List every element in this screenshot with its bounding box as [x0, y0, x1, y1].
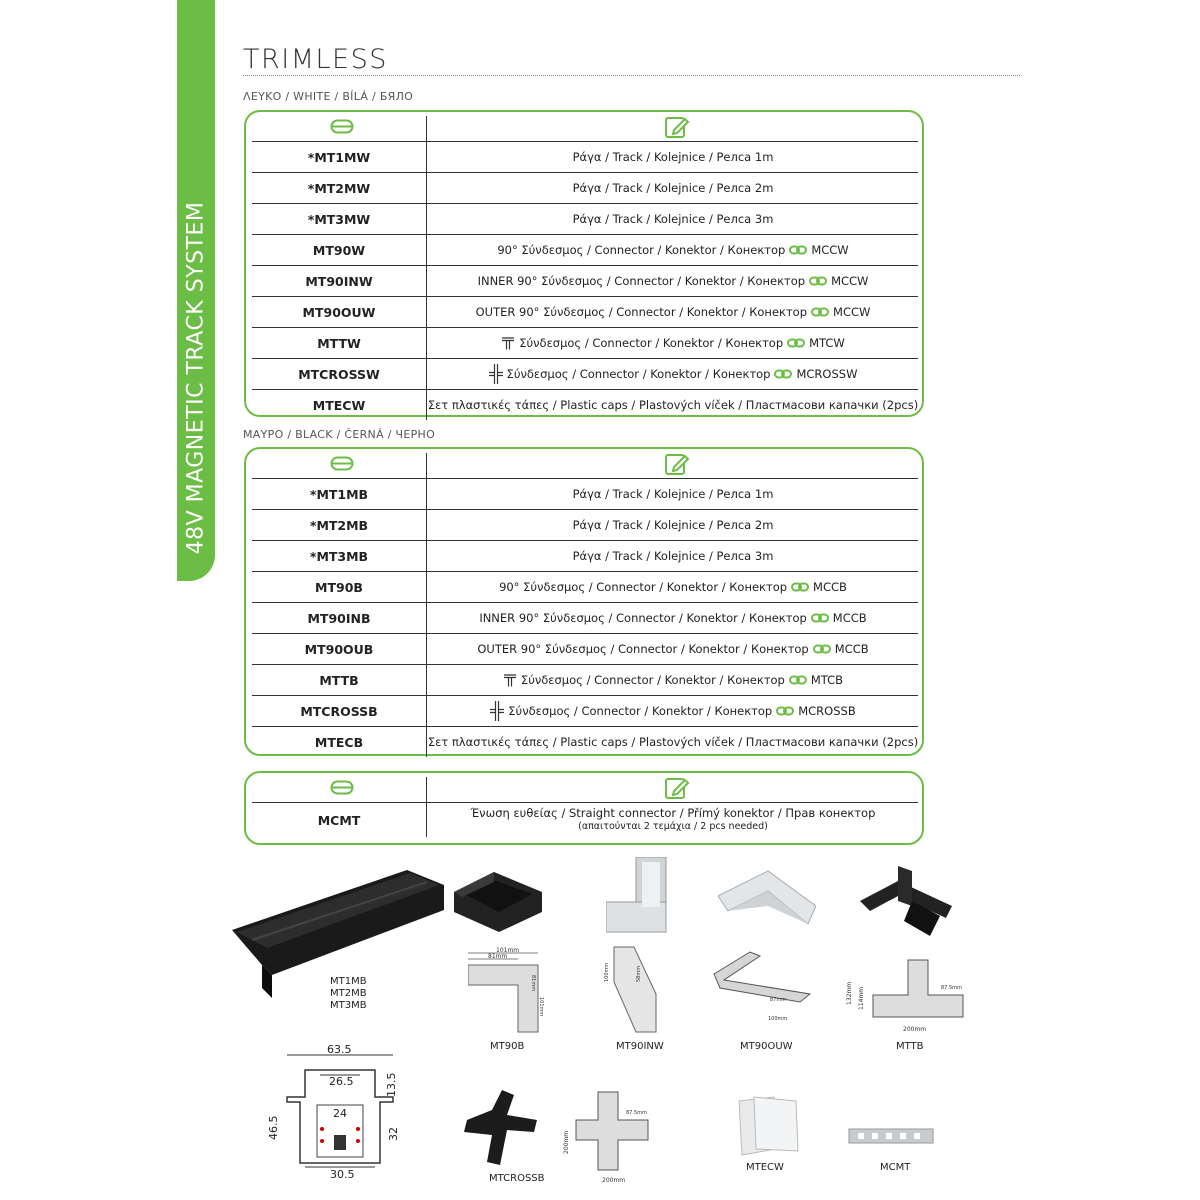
table-row — [252, 665, 918, 696]
description-text: OUTER 90° Σύνδεσμος / Connector / Konektor / Конектор — [475, 305, 808, 319]
description-text: Ράγα / Track / Kolejnice / Релса 3m — [572, 549, 774, 563]
dim-label: 24 — [333, 1107, 347, 1120]
table-row — [252, 696, 918, 727]
dim-label: 81mm — [488, 953, 508, 960]
linked-code: MCROSSB — [798, 704, 856, 718]
product-code: MTECB — [252, 727, 427, 757]
cross-connector-icon — [489, 364, 503, 384]
t-connector-icon — [501, 336, 515, 350]
mtecw-image — [734, 1093, 804, 1158]
track-caption — [330, 976, 367, 1012]
mttb-caption: MTTB — [896, 1041, 924, 1052]
mt90inw-drawing — [600, 942, 670, 1037]
linked-code: MTCB — [810, 673, 844, 687]
dim-label: 101mm — [496, 947, 520, 954]
product-code: *MT2MB — [252, 510, 427, 540]
product-description — [428, 603, 918, 633]
table-row — [252, 634, 918, 665]
mttb-image — [860, 866, 958, 940]
table-row — [252, 803, 918, 837]
profile-drawing — [265, 1045, 415, 1180]
mt90b-caption: MT90B — [490, 1041, 525, 1052]
dim-label: 132mm — [846, 981, 853, 1005]
mt90inw-caption: MT90INW — [616, 1041, 664, 1052]
cross-drawing — [556, 1082, 666, 1187]
edit-icon — [664, 776, 690, 804]
product-code: MT90OUW — [252, 297, 427, 327]
mtecw-caption: MTECW — [746, 1162, 784, 1173]
table-row — [252, 297, 918, 328]
description-text: 90° Σύνδεσμος / Connector / Konektor / Конектор — [499, 580, 788, 594]
dim-label: 32 — [387, 1127, 400, 1141]
table-row — [252, 603, 918, 634]
table-row — [252, 572, 918, 603]
description-text: Ράγα / Track / Kolejnice / Релса 2m — [572, 518, 774, 532]
product-description — [428, 297, 918, 327]
product-code: MTECW — [252, 390, 427, 420]
dim-label: 114mm — [858, 986, 865, 1010]
table-header — [246, 773, 922, 803]
white-section-label: ΛΕΥΚΟ / WHITE / BÍLÁ / БЯЛО — [243, 90, 414, 103]
mtcrossb-image — [462, 1090, 542, 1170]
mt90b-drawing — [468, 947, 548, 1037]
description-text: Ράγα / Track / Kolejnice / Релса 2m — [572, 181, 774, 195]
mttb-drawing — [843, 955, 973, 1035]
product-description — [428, 359, 918, 389]
product-description — [428, 541, 918, 571]
dim-label: 26.5 — [329, 1075, 354, 1088]
chain-link-icon — [787, 338, 805, 348]
description-text: 90° Σύνδεσμος / Connector / Konektor / Конектор — [497, 243, 786, 257]
description-text: Σετ πλαστικές τάπες / Plastic caps / Plastových víček / Пластмасови капачки (2pcs) — [427, 398, 919, 412]
chain-link-icon — [791, 582, 809, 592]
dim-label: 58mm — [636, 965, 642, 982]
chain-link-icon — [811, 613, 829, 623]
product-description — [428, 727, 918, 757]
side-tab — [177, 0, 215, 581]
table-header — [246, 449, 922, 479]
track-profile-icon — [330, 456, 354, 475]
linked-code: MCROSSW — [796, 367, 858, 381]
table-row — [252, 359, 918, 390]
description-text: Σύνδεσμος / Connector / Konektor / Конектор — [520, 673, 785, 687]
chain-link-icon — [809, 276, 827, 286]
track-profile-icon — [330, 119, 354, 138]
dim-label: 81mm — [530, 975, 536, 992]
linked-code: MCCB — [834, 642, 869, 656]
mt90ouw-drawing — [710, 946, 820, 1026]
product-code: MTTB — [252, 665, 427, 695]
table-row — [252, 266, 918, 297]
mcmt-caption: MCMT — [880, 1162, 911, 1173]
product-code: *MT1MW — [252, 142, 427, 172]
product-description — [428, 479, 918, 509]
product-description — [428, 173, 918, 203]
table-row — [252, 204, 918, 235]
chain-link-icon — [813, 644, 831, 654]
white-products-table — [244, 110, 924, 417]
linked-code: MCCW — [833, 305, 871, 319]
product-code: MT90W — [252, 235, 427, 265]
product-code: MTTW — [252, 328, 427, 358]
description-text: Ράγα / Track / Kolejnice / Релса 1m — [572, 487, 774, 501]
description-text: Ράγα / Track / Kolejnice / Релса 1m — [572, 150, 774, 164]
product-code: *MT1MB — [252, 479, 427, 509]
dim-label: 63.5 — [327, 1045, 352, 1056]
description-text: Σύνδεσμος / Connector / Konektor / Конектор — [519, 336, 784, 350]
t-connector-icon — [503, 673, 517, 687]
mcmt-table — [244, 771, 924, 845]
product-code: *MT3MB — [252, 541, 427, 571]
edit-icon — [664, 115, 690, 143]
cross-connector-icon — [490, 701, 504, 721]
dim-label: 87.5mm — [626, 1110, 647, 1116]
title-divider — [243, 75, 1020, 76]
linked-code: MCCB — [832, 611, 867, 625]
dim-label: 101mm — [538, 997, 544, 1017]
product-code: MTCROSSW — [252, 359, 427, 389]
edit-icon — [664, 452, 690, 480]
description-text: Σετ πλαστικές τάπες / Plastic caps / Plastových víček / Пластмасови капачки (2pcs) — [427, 735, 919, 749]
product-code: MCMT — [252, 803, 427, 837]
dim-label: 30.5 — [330, 1168, 355, 1180]
mt90inw-image — [606, 857, 676, 937]
mt90ouw-caption: MT90OUW — [740, 1041, 793, 1052]
caption-line: MT3MB — [330, 1000, 367, 1011]
product-code: MT90OUB — [252, 634, 427, 664]
mcmt-desc: Ένωση ευθείας / Straight connector / Přímý konektor / Прав конектор — [470, 806, 876, 820]
table-row — [252, 235, 918, 266]
dim-label: 200mm — [602, 1177, 626, 1184]
product-description — [428, 696, 918, 726]
mt90ouw-image — [718, 866, 816, 928]
mt90b-image — [454, 862, 542, 934]
dim-label: 87mm — [770, 997, 787, 1003]
table-row — [252, 390, 918, 420]
description-text: Ράγα / Track / Kolejnice / Релса 3m — [572, 212, 774, 226]
page-title: TRIMLESS — [243, 44, 388, 75]
product-description — [428, 390, 918, 420]
table-row — [252, 173, 918, 204]
dim-label: 100mm — [604, 962, 610, 982]
table-header — [246, 112, 922, 142]
description-text: OUTER 90° Σύνδεσμος / Connector / Konektor / Конектор — [477, 642, 809, 656]
product-description — [428, 235, 918, 265]
product-description — [428, 510, 918, 540]
description-text: Σύνδεσμος / Connector / Konektor / Конектор — [506, 367, 771, 381]
dim-label: 100mm — [768, 1016, 788, 1022]
caption-line: MT1MB — [330, 976, 367, 987]
linked-code: MCCB — [813, 580, 847, 594]
linked-code: MCCW — [811, 243, 849, 257]
dim-label: 200mm — [563, 1130, 570, 1154]
product-code: MTCROSSB — [252, 696, 427, 726]
table-row — [252, 142, 918, 173]
product-description — [428, 328, 918, 358]
black-section-label: ΜΑΥΡΟ / BLACK / ČERNÁ / ЧЕРНО — [243, 428, 436, 441]
track-profile-icon — [330, 780, 354, 799]
black-products-table — [244, 447, 924, 756]
product-description — [428, 572, 918, 602]
description-text: Σύνδεσμος / Connector / Konektor / Конектор — [508, 704, 773, 718]
chain-link-icon — [776, 706, 794, 716]
dim-label: 87.5mm — [941, 985, 962, 991]
chain-link-icon — [789, 675, 807, 685]
product-description — [428, 803, 918, 837]
product-code: MT90B — [252, 572, 427, 602]
product-description — [428, 665, 918, 695]
linked-code: MTCW — [809, 336, 845, 350]
dim-label: 13.5 — [385, 1072, 398, 1097]
description-text: INNER 90° Σύνδεσμος / Connector / Konektor / Конектор — [477, 274, 806, 288]
table-row — [252, 510, 918, 541]
mtcrossb-caption: MTCROSSB — [489, 1173, 545, 1184]
product-code: MT90INB — [252, 603, 427, 633]
chain-link-icon — [789, 245, 807, 255]
description-text: INNER 90° Σύνδεσμος / Connector / Konektor / Конектор — [479, 611, 807, 625]
table-row — [252, 328, 918, 359]
product-code: *MT2MW — [252, 173, 427, 203]
product-code: *MT3MW — [252, 204, 427, 234]
dim-label: 200mm — [903, 1026, 927, 1033]
table-row — [252, 479, 918, 510]
product-description — [428, 634, 918, 664]
chain-link-icon — [811, 307, 829, 317]
dim-label: 46.5 — [267, 1115, 280, 1140]
product-description — [428, 266, 918, 296]
table-row — [252, 541, 918, 572]
chain-link-icon — [774, 369, 792, 379]
linked-code: MCCW — [831, 274, 869, 288]
product-code: MT90INW — [252, 266, 427, 296]
product-description — [428, 142, 918, 172]
side-tab-text: 48V MAGNETIC TRACK SYSTEM — [183, 201, 209, 555]
caption-line: MT2MB — [330, 988, 367, 999]
product-description — [428, 204, 918, 234]
table-row — [252, 727, 918, 757]
mcmt-sub: (απαιτούνται 2 τεμάχια / 2 pcs needed) — [578, 821, 768, 832]
mcmt-image — [848, 1127, 934, 1145]
